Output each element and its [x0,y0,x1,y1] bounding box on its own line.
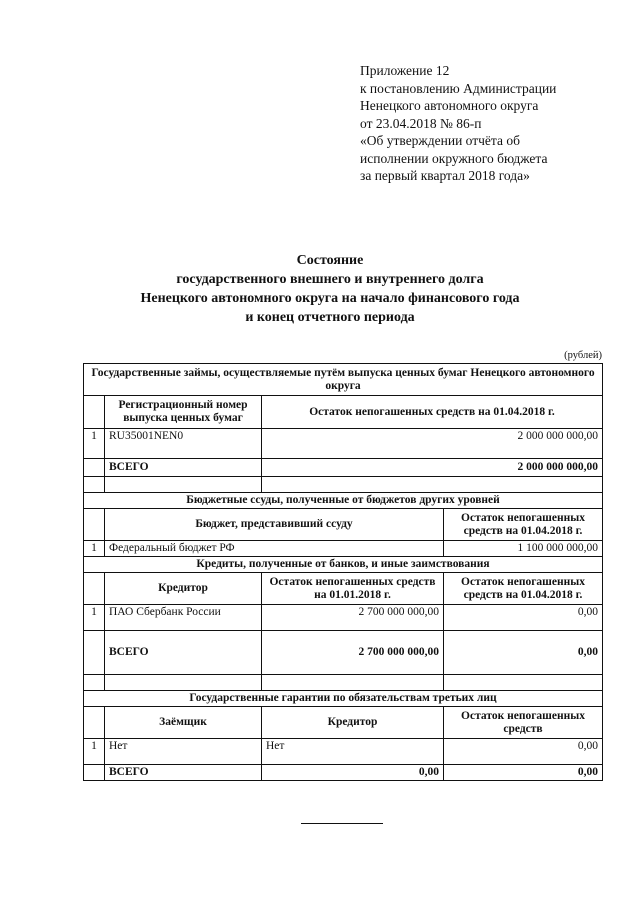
guarantees-heading-row [84,691,603,707]
col-budget: Бюджет, представивший ссуду [105,509,444,541]
document-title [80,251,580,327]
row-number: 1 [84,739,105,765]
units-label: (рублей) [564,350,602,361]
title-line: Ненецкого автономного округа на начало финансового года [140,291,520,306]
total-row [84,459,603,477]
balance-value: 1 100 000 000,00 [444,541,603,557]
empty-cell [84,707,105,739]
empty-cell [84,509,105,541]
row-number: 1 [84,541,105,557]
reg-number: RU35001NEN0 [105,429,262,459]
appendix-note [360,62,556,185]
guarantees-heading: Государственные гарантии по обязательствам третьих лиц [84,691,603,707]
appendix-line: «Об утверждении отчёта об [360,133,520,148]
total-start-value: 2 700 000 000,00 [262,631,444,675]
total-end-value: 0,00 [444,631,603,675]
total-label: ВСЕГО [105,631,262,675]
col-creditor: Кредитор [105,573,262,605]
balance-value: 0,00 [444,739,603,765]
appendix-line: от 23.04.2018 № 86-п [360,115,482,131]
total-value: 2 000 000 000,00 [262,459,603,477]
spacer-row [84,675,603,691]
col-borrower: Заёмщик [105,707,262,739]
col-balance-end: Остаток непогашенных средств на 01.04.2018 г. [444,573,603,605]
guarantees-header-row [84,707,603,739]
total-mid-value: 0,00 [262,765,444,781]
empty-cell [84,631,105,675]
securities-header-row [84,396,603,429]
borrower-name: Нет [105,739,262,765]
balance-value: 2 000 000 000,00 [262,429,603,459]
appendix-line: Приложение 12 [360,63,450,78]
empty-cell [84,765,105,781]
row-number: 1 [84,429,105,459]
table-row [84,739,603,765]
total-label: ВСЕГО [105,459,262,477]
budget-loans-heading: Бюджетные ссуды, полученные от бюджетов других уровней [84,493,603,509]
empty-cell [84,459,105,477]
budget-name: Федеральный бюджет РФ [105,541,444,557]
bank-credits-heading: Кредиты, полученные от банков, и иные заимствования [84,557,603,573]
securities-heading-row [84,364,603,396]
table-row [84,541,603,557]
appendix-line: за первый квартал 2018 года» [360,168,530,183]
securities-heading: Государственные займы, осуществляемые путём выпуска ценных бумаг Ненецкого автономного округа [84,364,603,396]
col-balance: Остаток непогашенных средств на 01.04.2018 г. [444,509,603,541]
credits-heading-row [84,557,603,573]
balance-start-value: 2 700 000 000,00 [262,605,444,631]
total-label: ВСЕГО [105,765,262,781]
title-line: и конец отчетного периода [245,310,415,325]
appendix-line: к постановлению Администрации [360,80,557,96]
total-row [84,631,603,675]
empty-cell [84,396,105,429]
credits-header-row [84,573,603,605]
creditor-name: Нет [262,739,444,765]
debt-table [83,363,603,781]
col-creditor: Кредитор [262,707,444,739]
budget-header-row [84,509,603,541]
col-balance: Остаток непогашенных средств на 01.04.2018 г. [262,396,603,429]
row-number: 1 [84,605,105,631]
table-row [84,429,603,459]
col-balance: Остаток непогашенных средств [444,707,603,739]
spacer-row [84,477,603,493]
title-line: государственного внешнего и внутреннего долга [176,272,484,287]
table-row [84,605,603,631]
total-end-value: 0,00 [444,765,603,781]
col-reg-number: Регистрационный номер выпуска ценных бумаг [105,396,262,429]
empty-cell [84,573,105,605]
creditor-name: ПАО Сбербанк России [105,605,262,631]
col-balance-start: Остаток непогашенных средств на 01.01.2018 г. [262,573,444,605]
appendix-line: Ненецкого автономного округа [360,98,539,113]
title-line: Состояние [296,253,364,268]
appendix-line: исполнении окружного бюджета [360,150,548,166]
budget-heading-row [84,493,603,509]
footer-divider [301,823,383,824]
balance-end-value: 0,00 [444,605,603,631]
total-row [84,765,603,781]
